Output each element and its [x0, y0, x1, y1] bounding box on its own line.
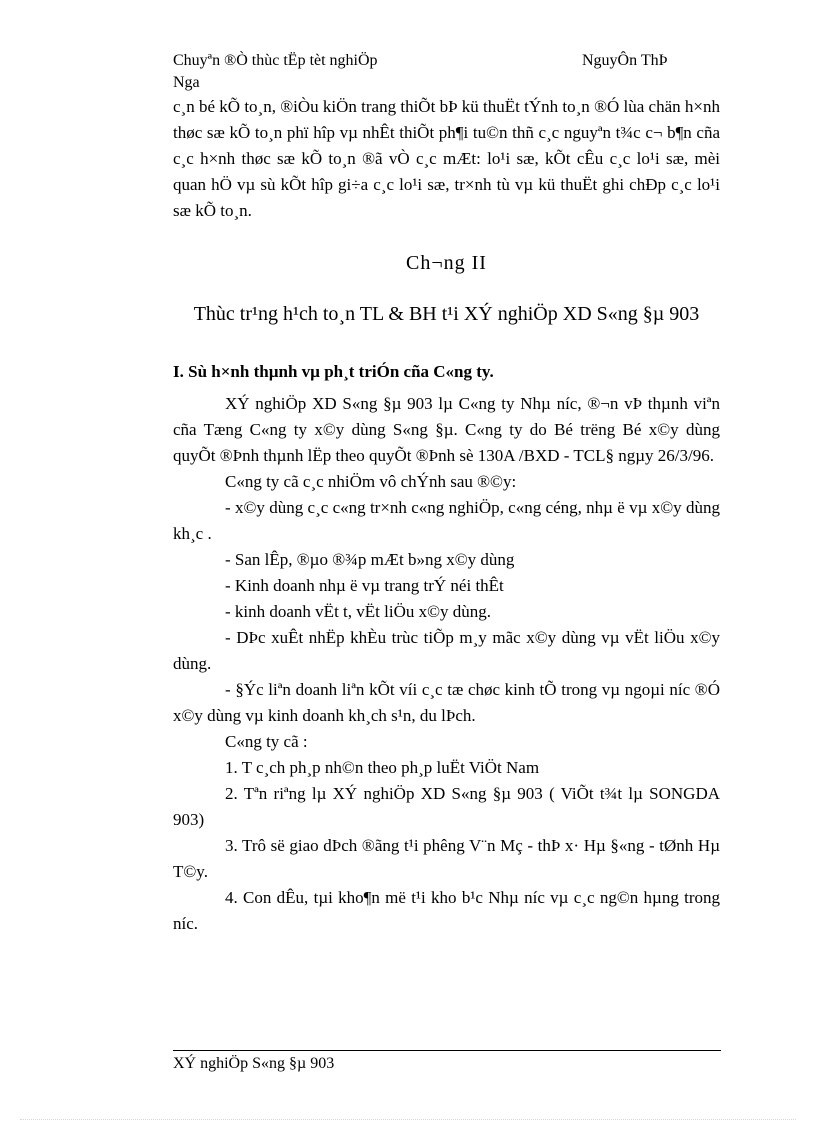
- numbered-item: 3. Trô së giao dÞch ®ãng t¹i phêng V¨n Mç - thÞ x· Hµ §«ng - tØnh Hµ T©y.: [173, 836, 720, 881]
- document-page: [173, 0, 720, 1123]
- numbered-item: 2. Tªn riªng lµ XÝ nghiÖp XD S«ng §µ 903 ( ViÕt t¾t lµ SONGDA 903): [173, 784, 720, 829]
- body-paragraph: XÝ nghiÖp XD S«ng §µ 903 lµ C«ng ty Nhµ níc, ®¬n vÞ thµnh viªn cña Tæng C«ng ty x©y dùng S«ng §µ. C«ng ty do Bé trëng Bé x©y dùng quyÕt ®Þnh thµnh lËp theo quyÕt ®Þnh sè 130A /BXD - TCL§ ngµy 26/3/96.: [173, 394, 720, 465]
- list-item: - x©y dùng c¸c c«ng tr×nh c«ng nghiÖp, c«ng céng, nhµ ë vµ x©y dùng kh¸c .: [173, 498, 720, 543]
- list-item: - Kinh doanh nhµ ë vµ trang trÝ néi thÊt: [225, 576, 504, 595]
- page-footer: XÝ nghiÖp S«ng §µ 903: [173, 1055, 335, 1072]
- document-body: [173, 94, 720, 937]
- list-item: - San lÊp, ®µo ®¾p mÆt b»ng x©y dùng: [225, 550, 515, 569]
- numbered-item: 1. T c¸ch ph¸p nh©n theo ph¸p luËt ViÖt Nam: [225, 758, 540, 777]
- section-heading: I. Sù h×nh thµnh vµ ph¸t triÓn cña C«ng ty.: [173, 362, 494, 381]
- list-item: - kinh doanh vËt t, vËt liÖu x©y dùng.: [225, 602, 492, 621]
- list-item: - DÞc xuÊt nhËp khÈu trùc tiÕp m¸y mãc x©y dùng vµ vËt liÖu x©y dùng.: [173, 628, 720, 673]
- footer-divider: [173, 1050, 721, 1051]
- header-author: NguyÔn ThÞ: [582, 52, 668, 69]
- page-bottom-edge: [20, 1119, 796, 1120]
- numbered-item: 4. Con dÊu, tµi kho¶n më t¹i kho b¹c Nhµ níc vµ c¸c ng©n hµng trong níc.: [173, 888, 720, 933]
- chapter-label: Ch¬ng II: [406, 252, 487, 274]
- header-title: Chuyªn ®Ò thùc tËp tèt nghiÖp: [173, 52, 378, 69]
- intro-paragraph: c¸n bé kÕ to¸n, ®iÒu kiÖn trang thiÕt bÞ kü thuËt tÝnh to¸n ®Ó lùa chän h×nh thøc sæ kÕ to¸n phï hîp vµ nhÊt thiÕt ph¶i tu©n thñ c¸c nguyªn t¾c c¬ b¶n cña c¸c h×nh thøc sæ kÕ to¸n ®ã vÒ c¸c mÆt: lo¹i sæ, kÕt cÊu c¸c lo¹i sæ, mèi quan hÖ vµ sù kÕt hîp gi÷a c¸c lo¹i sæ, tr×nh tù vµ kü thuËt ghi chÐp c¸c lo¹i sæ kÕ to¸n.: [173, 97, 720, 220]
- body-paragraph: C«ng ty cã :: [225, 732, 308, 751]
- list-item: - §Ýc liªn doanh liªn kÕt víi c¸c tæ chøc kinh tÕ trong vµ ngoµi níc ®Ó x©y dùng vµ kinh doanh kh¸ch s¹n, du lÞch.: [173, 680, 720, 725]
- header-author-continued: Nga: [173, 74, 200, 91]
- body-paragraph: C«ng ty cã c¸c nhiÖm vô chÝnh sau ®©y:: [225, 472, 517, 491]
- chapter-title: Thùc tr¹ng h¹ch to¸n TL & BH t¹i XÝ nghiÖp XD S«ng §µ 903: [193, 303, 700, 325]
